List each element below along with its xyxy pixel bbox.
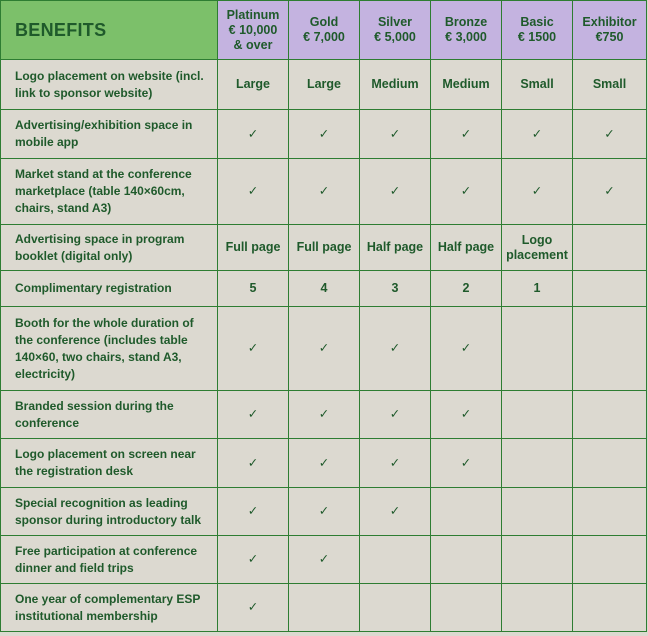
table-row xyxy=(1,584,647,632)
empty-cell xyxy=(431,536,502,584)
table-row xyxy=(1,271,647,307)
empty-cell xyxy=(573,584,647,632)
benefit-label: Branded session during the conference xyxy=(1,391,218,439)
header-row xyxy=(1,1,647,60)
check-icon: ✓ xyxy=(360,307,431,391)
tier-value: 1 xyxy=(502,271,573,307)
empty-cell xyxy=(502,439,573,488)
check-icon: ✓ xyxy=(218,536,289,584)
check-icon: ✓ xyxy=(502,159,573,225)
tier-name: Bronze xyxy=(444,15,488,29)
benefit-label: Logo placement on website (incl. link to sponsor website) xyxy=(1,60,218,110)
benefit-label: Complimentary registration xyxy=(1,271,218,307)
check-icon: ✓ xyxy=(360,110,431,159)
benefit-label: Logo placement on screen near the registration desk xyxy=(1,439,218,488)
empty-cell xyxy=(431,584,502,632)
tier-value: 5 xyxy=(218,271,289,307)
tier-name: Silver xyxy=(377,15,413,29)
check-icon: ✓ xyxy=(218,307,289,391)
tier-price: € 7,000 xyxy=(303,30,345,44)
table-row xyxy=(1,110,647,159)
check-icon: ✓ xyxy=(573,159,647,225)
empty-cell xyxy=(360,536,431,584)
tier-name: Gold xyxy=(309,15,339,29)
tier-value: Half page xyxy=(431,225,502,271)
tier-value: Half page xyxy=(360,225,431,271)
tier-value: Small xyxy=(573,60,647,110)
tier-price: € 1500 xyxy=(517,30,557,44)
table-row xyxy=(1,159,647,225)
empty-cell xyxy=(502,307,573,391)
benefit-label: Advertising/exhibition space in mobile app xyxy=(1,110,218,159)
empty-cell xyxy=(502,536,573,584)
tier-value: Medium xyxy=(360,60,431,110)
benefit-label: Special recognition as leading sponsor during introductory talk xyxy=(1,488,218,536)
check-icon: ✓ xyxy=(289,488,360,536)
check-icon: ✓ xyxy=(218,439,289,488)
check-icon: ✓ xyxy=(218,584,289,632)
tier-value: 4 xyxy=(289,271,360,307)
check-icon: ✓ xyxy=(431,439,502,488)
check-icon: ✓ xyxy=(218,110,289,159)
check-icon: ✓ xyxy=(431,307,502,391)
tier-note: & over xyxy=(233,37,273,52)
check-icon: ✓ xyxy=(289,159,360,225)
table-row xyxy=(1,488,647,536)
table-row xyxy=(1,60,647,110)
tier-price: € 5,000 xyxy=(374,30,416,44)
check-icon: ✓ xyxy=(360,159,431,225)
table-row xyxy=(1,536,647,584)
empty-cell xyxy=(573,307,647,391)
benefit-label: Advertising space in program booklet (digital only) xyxy=(1,225,218,271)
tier-header-platinum xyxy=(218,1,289,60)
tier-value: 2 xyxy=(431,271,502,307)
check-icon: ✓ xyxy=(289,110,360,159)
empty-cell xyxy=(573,488,647,536)
check-icon: ✓ xyxy=(289,439,360,488)
tier-name: Basic xyxy=(520,15,554,29)
empty-cell xyxy=(431,488,502,536)
check-icon: ✓ xyxy=(218,488,289,536)
benefit-label: Free participation at conference dinner and field trips xyxy=(1,536,218,584)
check-icon: ✓ xyxy=(289,307,360,391)
check-icon: ✓ xyxy=(431,159,502,225)
tier-header-basic xyxy=(502,1,573,60)
tier-value: Medium xyxy=(431,60,502,110)
table-row xyxy=(1,307,647,391)
tier-header-gold xyxy=(289,1,360,60)
benefit-label: One year of complementary ESP institutional membership xyxy=(1,584,218,632)
benefits-body xyxy=(1,60,647,632)
tier-value xyxy=(573,225,647,271)
tier-value xyxy=(573,271,647,307)
tier-value: Full page xyxy=(289,225,360,271)
benefits-header: BENEFITS xyxy=(1,1,218,60)
table-row xyxy=(1,225,647,271)
tier-name: Exhibitor xyxy=(582,15,637,29)
check-icon: ✓ xyxy=(360,439,431,488)
tier-header-exhibitor xyxy=(573,1,647,60)
check-icon: ✓ xyxy=(573,110,647,159)
tier-value: Large xyxy=(289,60,360,110)
empty-cell xyxy=(502,488,573,536)
tier-value: Large xyxy=(218,60,289,110)
empty-cell xyxy=(573,536,647,584)
check-icon: ✓ xyxy=(218,391,289,439)
benefit-label: Market stand at the conference marketplace (table 140×60cm, chairs, stand A3) xyxy=(1,159,218,225)
check-icon: ✓ xyxy=(218,159,289,225)
table-row xyxy=(1,439,647,488)
check-icon: ✓ xyxy=(289,391,360,439)
empty-cell xyxy=(573,439,647,488)
tier-price: € 3,000 xyxy=(445,30,487,44)
empty-cell xyxy=(289,584,360,632)
check-icon: ✓ xyxy=(431,110,502,159)
check-icon: ✓ xyxy=(502,110,573,159)
empty-cell xyxy=(573,391,647,439)
check-icon: ✓ xyxy=(289,536,360,584)
empty-cell xyxy=(502,391,573,439)
tier-price: €750 xyxy=(595,30,624,44)
benefit-label: Booth for the whole duration of the conference (includes table 140×60, two chairs, stand A3, electricity) xyxy=(1,307,218,391)
check-icon: ✓ xyxy=(360,488,431,536)
tier-value: Logo placement xyxy=(502,225,573,271)
tier-header-silver xyxy=(360,1,431,60)
check-icon: ✓ xyxy=(431,391,502,439)
empty-cell xyxy=(360,584,431,632)
tier-value: 3 xyxy=(360,271,431,307)
tier-name: Platinum xyxy=(226,7,280,22)
check-icon: ✓ xyxy=(360,391,431,439)
tier-value: Small xyxy=(502,60,573,110)
tier-value: Full page xyxy=(218,225,289,271)
empty-cell xyxy=(502,584,573,632)
tier-price: € 10,000 xyxy=(228,22,278,37)
tier-header-bronze xyxy=(431,1,502,60)
table-row xyxy=(1,391,647,439)
